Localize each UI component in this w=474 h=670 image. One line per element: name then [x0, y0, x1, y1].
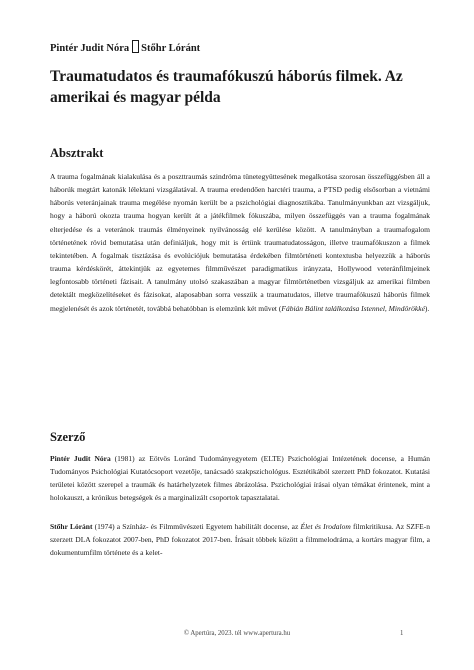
paper-title: Traumatudatos és traumafókuszú háborús filmek. Az amerikai és magyar példa — [50, 68, 403, 106]
abstract-text: A trauma fogalmának kialakulása és a poszttraumás szindróma tünetegyüttesének megalkotása szorosan összefüggésben áll a háborúk megtárt katonák lélektani vizsgálatával. A trauma eredendően harctéri trauma, a PTSD pedig elsősorban a vietnámi háborús veteránjainak trauma megélése nyomán került be a pszichológiai diagnosztikába. Tanulmányunkban azt vizsgáljuk, hogy a háború okozta trauma hogyan került át a játékfilmek fókuszába, milyen összefüggés van a trauma fogalmának elterjedése és a veteránok traumás élményeinek nyilvánosság elé kerülése között. A tanulmányban a traumafogalom történetének rövid bemutatása után definiáljuk, hogy mit is értünk traumatudatosságon, illetve traumafókuszon a filmek tekintetében. A fogalmak tisztázása és evolúciójuk bemutatása érdekében filmtörténeti kontextusba helyezzük a háborús trauma kérdéskörét, áttekintjük az egyetemes filmművészet paradigmatikus irányzata, Hollywood veteránfilmjeinek legfontosabb történeti fázisait. A tanulmány utolsó szakaszában a magyar filmtörténetben vizsgáljuk az amerikai filmben detektált megközelítéseket és fázisokat, alaposabban sorra vesszük a traumatudatos, illetve traumafókuszú háborús filmek megjelenését és azok történetét, továbbá behatóbban is elemzünk két művet (Fábián Bálint találkozása Istennel, Mindörökké). — [50, 172, 430, 313]
author-line — [50, 40, 200, 54]
footer-copyright: © Apertúra, 2023. tél www.apertura.hu — [183, 630, 291, 637]
author-bio-pinter: Pintér Judit Nóra (1981) az Eötvös Loránd Tudományegyetem (ELTE) Pszichológiai Intézetének docense, a Humán Tudományos Psichológiai Kutatócsoport vezetője, tanácsadó szakpszichológus. Esztétikából szerzett PhD fokozatot. Kutatási területei között szerepel a traumák és határhelyzetek filmes ábrázolása. Pszichológiai írásai olyan témákat érintenek, mint a holokauszt, a krónikus betegségek és a marginalizált csoportok tapasztalatai. — [50, 454, 430, 503]
page-number: 1 — [400, 630, 404, 637]
author-section-heading: Szerző — [50, 430, 86, 444]
author-name-1: Pintér Judit Nóra — [50, 43, 130, 54]
abstract-heading: Absztrakt — [50, 146, 104, 160]
separator-glyph — [132, 40, 139, 53]
author-bio-stohr: Stőhr Lóránt (1974) a Színház- és Filmművészeti Egyetem habilitált docense, az Élet és Irodalom filmkritikusa. Az SZFE-n szerzett DLA fokozatot 2007-ben, PhD fokozatot 2017-ben. Írásait többek között a filmmelodráma, a kortárs magyar film, a dokumentumfilm története és a kelet- — [50, 522, 430, 558]
author-name-2: Stőhr Lóránt — [141, 43, 201, 54]
